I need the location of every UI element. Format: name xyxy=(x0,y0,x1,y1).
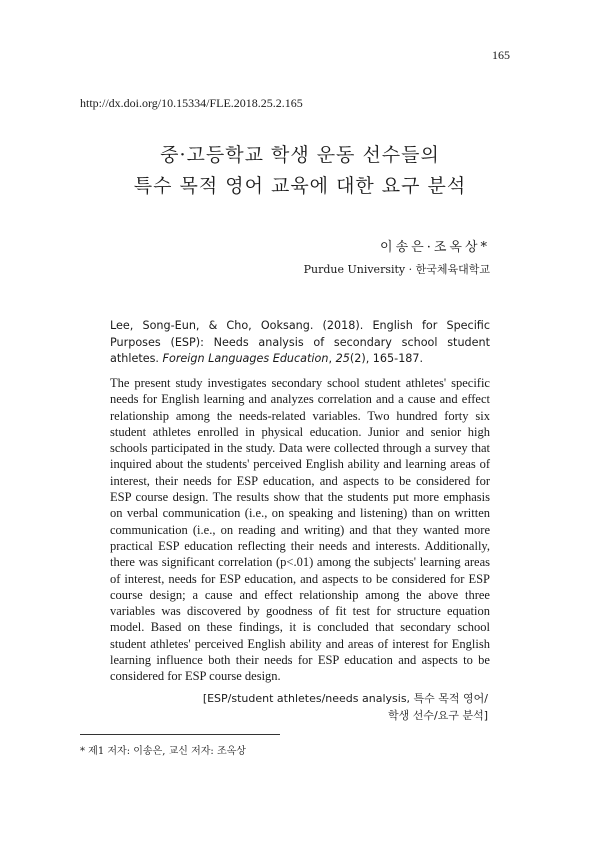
title-line-2: 특수 목적 영어 교육에 대한 요구 분석 xyxy=(133,175,467,197)
citation-authors-year: Lee, Song-Eun, & Cho, Ooksang. (2018). xyxy=(110,319,364,332)
keywords xyxy=(158,690,488,724)
footnote-divider xyxy=(80,734,280,735)
footnote: * 제1 저자: 이송은, 교신 저자: 조옥상 xyxy=(80,746,246,757)
paper-title xyxy=(0,140,600,202)
citation-article-title: English for Specific Purposes (ESP): Needs analysis of secondary school student athletes. xyxy=(110,319,491,365)
citation-journal: Foreign Languages Education xyxy=(162,352,329,365)
citation-issue-pages: (2), 165-187. xyxy=(349,352,424,365)
doi-link[interactable]: http://dx.doi.org/10.15334/FLE.2018.25.2.165 xyxy=(80,96,303,110)
author-names: 이송은·조옥상* xyxy=(380,240,490,255)
page-number: 165 xyxy=(492,48,510,62)
citation-volume: 25 xyxy=(335,352,350,365)
keywords-line-1: [ESP/student athletes/needs analysis, 특수 목적 영어/ xyxy=(202,692,488,705)
title-line-1: 중·고등학교 학생 운동 선수들의 xyxy=(160,144,440,166)
citation: Lee, Song-Eun, & Cho, Ooksang. (2018). English for Specific Purposes (ESP): Needs analysis of secondary school student athletes. Foreign Languages Education, 25(2), 165-187. xyxy=(110,319,491,365)
author-affiliations: Purdue University · 한국체육대학교 xyxy=(303,263,490,276)
keywords-line-2: 학생 선수/요구 분석] xyxy=(388,709,488,722)
abstract: The present study investigates secondary school student athletes' specific needs for English learning and analyzes correlation and a cause and effect relationship among the needs-related variables. Two hundred forty six student athletes enrolled in physical education. Junior and senior high schools participated in the study. Data were collected through a survey that inquired about the students' perceived English ability and learning areas of interest, their needs for ESP education, and aspects to be considered for ESP course design. The results show that the students put more emphasis on verbal communication (i.e., on speaking and listening) than on written communication (i.e., on reading and writing) and that they wanted more practical ESP education reflecting their needs and interests. Additionally, there was significant correlation (p<.01) among the subjects' learning areas of interest, needs for ESP education, and aspects to be considered for ESP course design; a cause and effect relationship among the above three variables was discovered by goodness of fit test for structure equation model. Based on these findings, it is concluded that secondary school student athletes' perceived English ability and areas of interest for English learning influence both their needs for ESP education and aspects to be considered for ESP course design. xyxy=(110,376,490,684)
